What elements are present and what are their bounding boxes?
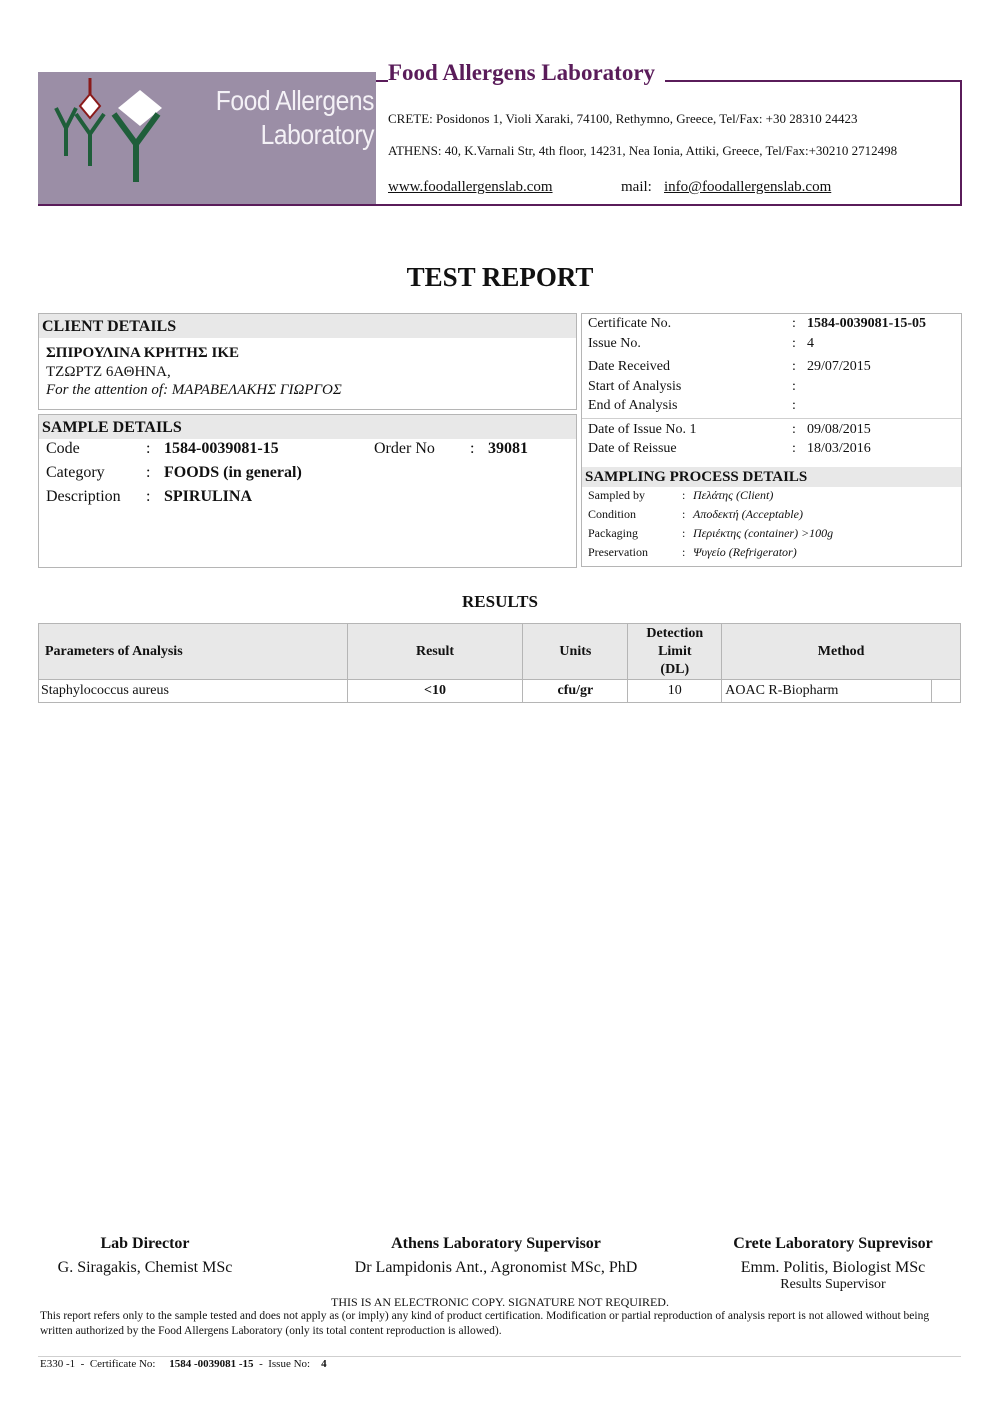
cert-value-5: 09/08/2015 [807,422,871,437]
sig-lab-director-title: Lab Director [100,1235,190,1252]
sampling-value-3: Ψυγείο (Refrigerator) [693,545,797,559]
results-header-row [39,624,961,680]
cell-dl: 10 [628,680,722,703]
website-link[interactable]: www.foodallergenslab.com [388,179,553,195]
sampling-value-0: Πελάτης (Client) [693,488,774,502]
cell-empty [932,680,961,703]
cert-label-4: End of Analysis [588,398,678,413]
electronic-copy-note: THIS IS AN ELECTRONIC COPY. SIGNATURE NOT REQUIRED. [331,1295,669,1309]
cert-colon-0: : [792,316,796,331]
cert-label-0: Certificate No. [588,316,672,331]
sampling-label-2: Packaging [588,526,638,540]
sampling-colon-0: : [682,488,686,502]
code-label: Code [46,440,80,457]
cert-label-5: Date of Issue No. 1 [588,422,697,437]
logo-wordmark [198,84,374,152]
description-label: Description [46,488,121,505]
sampling-value-2: Περιέκτης (container) >100g [693,526,834,540]
col-detection-limit [628,624,722,680]
col-method: Method [722,624,961,680]
logo-line-1: Food Allergens [215,85,374,116]
footer-sep-2: - [256,1358,266,1370]
sampling-colon-3: : [682,545,686,559]
sampling-label-3: Preservation [588,545,648,559]
sig-crete-title: Crete Laboratory Suprevisor [733,1235,933,1252]
lab-title: Food Allergens Laboratory [388,60,665,86]
cert-divider [582,418,961,419]
col-units: Units [523,624,628,680]
lab-logo [38,72,376,205]
dl-line-3: (DL) [660,661,690,677]
cert-colon-6: : [792,441,796,456]
order-label: Order No [374,440,435,457]
header-divider [38,204,962,206]
code-value: 1584-0039081-15 [164,440,279,457]
cell-parameter: Staphylococcus aureus [39,680,348,703]
sampling-colon-1: : [682,507,686,521]
cert-colon-4: : [792,398,796,413]
cert-colon-1: : [792,336,796,351]
cert-value-1: 4 [807,336,814,351]
footer-gap-2 [313,1358,319,1370]
table-row [39,680,961,703]
sig-lab-director-name: G. Siragakis, Chemist MSc [57,1259,233,1276]
footer-sep-1: - [77,1358,88,1370]
footer-cert-label: Certificate No: [89,1358,156,1370]
logo-line-2: Laboratory [260,119,374,150]
client-details-box [38,313,577,410]
footer-cert-value: 1584 -0039081 -15 [169,1358,254,1370]
col-parameters: Parameters of Analysis [39,624,348,680]
sig-crete-extra: Results Supervisor [780,1277,886,1292]
col-result: Result [347,624,523,680]
sampling-colon-2: : [682,526,686,540]
form-code: E330 -1 [40,1358,76,1370]
category-colon: : [146,464,151,481]
crete-address: CRETE: Posidonos 1, Violi Xaraki, 74100, Rethymno, Greece, Tel/Fax: +30 28310 24423 [388,111,858,126]
cert-value-2: 29/07/2015 [807,359,871,374]
footer-reference [40,1358,327,1370]
description-colon: : [146,488,151,505]
cert-colon-2: : [792,359,796,374]
cert-value-6: 18/03/2016 [807,441,871,456]
code-colon: : [146,440,151,457]
sig-athens-title: Athens Laboratory Supervisor [391,1235,601,1252]
certificate-box [581,313,962,567]
sig-athens-name: Dr Lampidonis Ant., Agronomist MSc, PhD [354,1259,638,1276]
cert-label-3: Start of Analysis [588,379,682,394]
results-table [38,623,961,703]
cert-value-0: 1584-0039081-15-05 [807,316,926,331]
disclaimer: This report refers only to the sample tested and does not apply as (or imply) any kind of product certification. Modification or partial reproduction of analysis report is not allowed without being written authorized by the Food Allergens Laboratory (only its total content reproduction is allowed). [40,1310,930,1337]
client-name: ΣΠΙΡΟΥΛΙΝΑ ΚΡΗΤΗΣ ΙΚΕ [46,345,239,361]
sampling-label-0: Sampled by [588,488,645,502]
client-attention: For the attention of: ΜΑΡΑΒΕΛΑΚΗΣ ΓΙΩΡΓΟΣ [46,382,342,398]
description-value: SPIRULINA [164,488,253,505]
email-link[interactable]: info@foodallergenslab.com [664,179,832,195]
client-address: ΤΖΩΡΤΖ 6ΑΘΗΝΑ, [46,364,171,380]
footer-gap [158,1358,166,1370]
dl-line-2: Limit [658,643,692,659]
sampling-label-1: Condition [588,507,637,521]
flask-logo-icon [48,78,178,198]
athens-address: ATHENS: 40, K.Varnali Str, 4th floor, 14231, Nea Ionia, Attiki, Greece, Tel/Fax:+30210 2712498 [388,143,898,158]
sampling-process-heading: SAMPLING PROCESS DETAILS [582,467,961,487]
cell-result: <10 [347,680,523,703]
results-title: RESULTS [462,592,538,611]
sample-details-heading: SAMPLE DETAILS [39,415,576,439]
cert-colon-5: : [792,422,796,437]
footer-issue-label: Issue No: [268,1358,311,1370]
sampling-value-1: Αποδεκτή (Acceptable) [693,507,803,521]
mail-label: mail: [621,179,652,195]
cell-units: cfu/gr [523,680,628,703]
category-value: FOODS (in general) [164,464,302,481]
sig-crete-name: Emm. Politis, Biologist MSc [740,1259,926,1276]
client-details-heading: CLIENT DETAILS [39,314,576,338]
cell-method: AOAC R-Biopharm [722,680,932,703]
category-label: Category [46,464,105,481]
dl-line-1: Detection [646,625,704,641]
cert-colon-3: : [792,379,796,394]
cert-label-6: Date of Reissue [588,441,677,456]
order-value: 39081 [488,440,528,457]
order-colon: : [470,440,475,457]
footer-divider [38,1356,961,1357]
footer-issue-value: 4 [321,1358,327,1370]
report-title: TEST REPORT [406,262,594,292]
cert-label-1: Issue No. [588,336,641,351]
cert-label-2: Date Received [588,359,671,374]
sample-details-box [38,414,577,568]
